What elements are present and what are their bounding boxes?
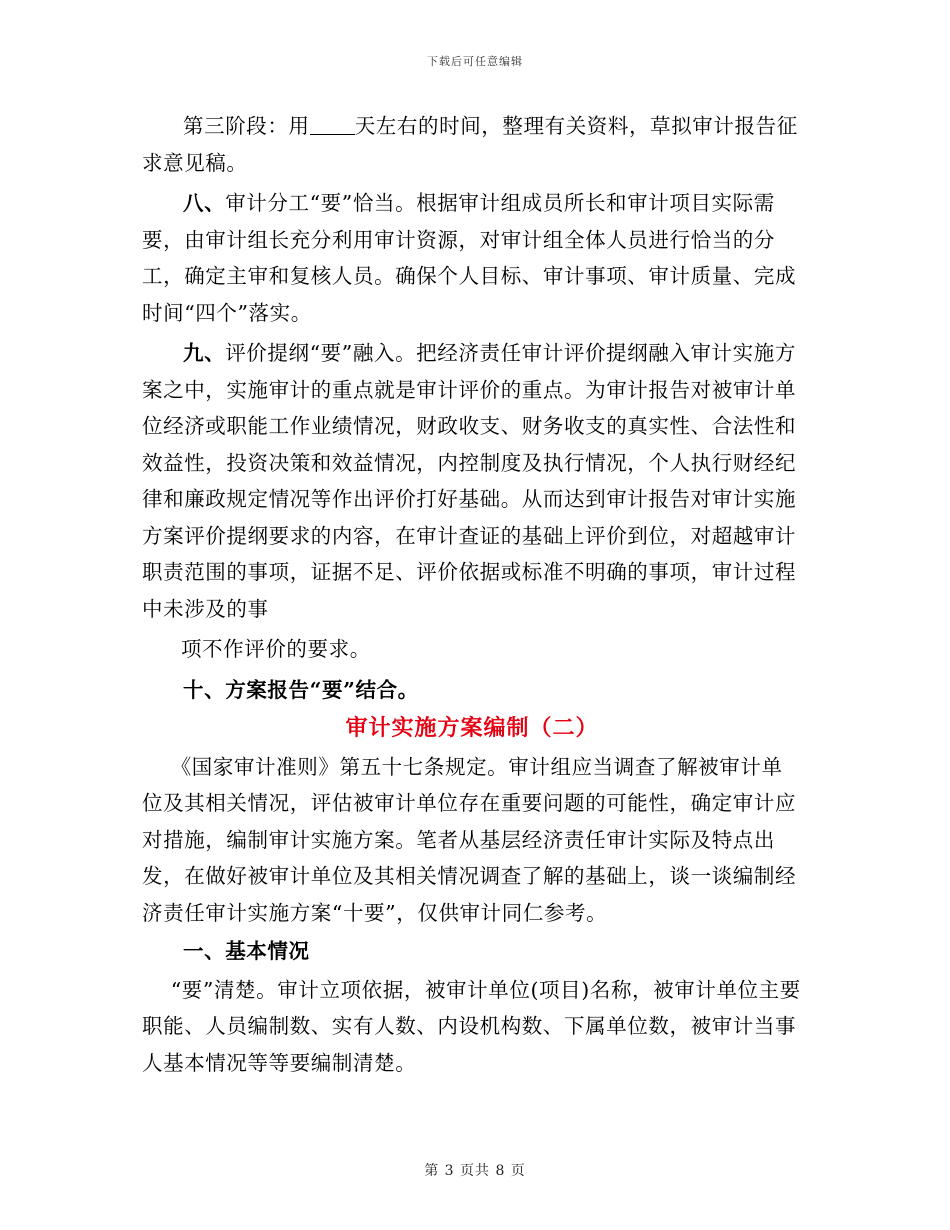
- item-eight-number: 八、: [183, 191, 226, 215]
- stage-three-text-start: 第三阶段：用: [183, 114, 310, 138]
- page-footer: 第 3 页共 8 页: [424, 1163, 526, 1179]
- page-header: 下载后可任意编辑: [427, 55, 523, 68]
- paragraph-audit-standard: [142, 749, 802, 932]
- stage-three-text-end: 天左右的时间，整理有关资料，草拟审计报告征求意见稿。: [142, 114, 798, 175]
- audit-standard-text: 《国家审计准则》第五十七条规定。审计组应当调查了解被审计单位及其相关情况，评估被审计单位存在重要问题的可能性，确定审计应对措施，编制审计实施方案。笔者从基层经济责任审计实际及特点出发，在做好被审计单位及其相关情况调查了解的基础上，谈一谈编制经济责任审计实施方案“十要”，仅供审计同仁参考。: [142, 754, 797, 925]
- document-body: [142, 108, 802, 1081]
- paragraph-stage-three: [142, 108, 802, 181]
- paragraph-item-ten: [142, 672, 802, 709]
- paragraph-item-nine-continued: [142, 631, 802, 668]
- item-eight-text: 审计分工“要”恰当。根据审计组成员所长和审计项目实际需要，由审计组长充分利用审计资源，对审计组全体人员进行恰当的分工，确定主审和复核人员。确保个人目标、审计事项、审计质量、完成时间“四个”落实。: [142, 191, 797, 325]
- basic-situation-text: “要”清楚。审计立项依据，被审计单位(项目)名称，被审计单位主要职能、人员编制数、实有人数、内设机构数、下属单位数，被审计当事人基本情况等等要编制清楚。: [142, 977, 801, 1075]
- paragraph-item-eight: [142, 185, 802, 331]
- fill-in-blank: [310, 114, 355, 136]
- item-nine-continued-text: 项不作评价的要求。: [180, 637, 371, 661]
- basic-situation-heading-text: 一、基本情况: [183, 939, 310, 963]
- paragraph-basic-situation-heading: [142, 933, 802, 970]
- item-nine-text: 评价提纲“要”融入。把经济责任审计评价提纲融入审计实施方案之中，实施审计的重点就是审计评价的重点。为审计报告对被审计单位经济或职能工作业绩情况，财政收支、财务收支的真实性、合法性和效益性，投资决策和效益情况，内控制度及执行情况，个人执行财经纪律和廉政规定情况等作出评价打好基础。从而达到审计报告对审计实施方案评价提纲要求的内容，在审计查证的基础上评价到位，对超越审计职责范围的事项，证据不足、评价依据或标准不明确的事项，审计过程中未涉及的事: [142, 341, 797, 621]
- section-title: 审计实施方案编制（二）: [345, 715, 599, 741]
- paragraph-basic-situation: [142, 972, 802, 1082]
- paragraph-item-nine: [142, 335, 802, 627]
- item-ten-text: 十、方案报告“要”结合。: [183, 677, 419, 702]
- item-nine-number: 九、: [183, 341, 226, 365]
